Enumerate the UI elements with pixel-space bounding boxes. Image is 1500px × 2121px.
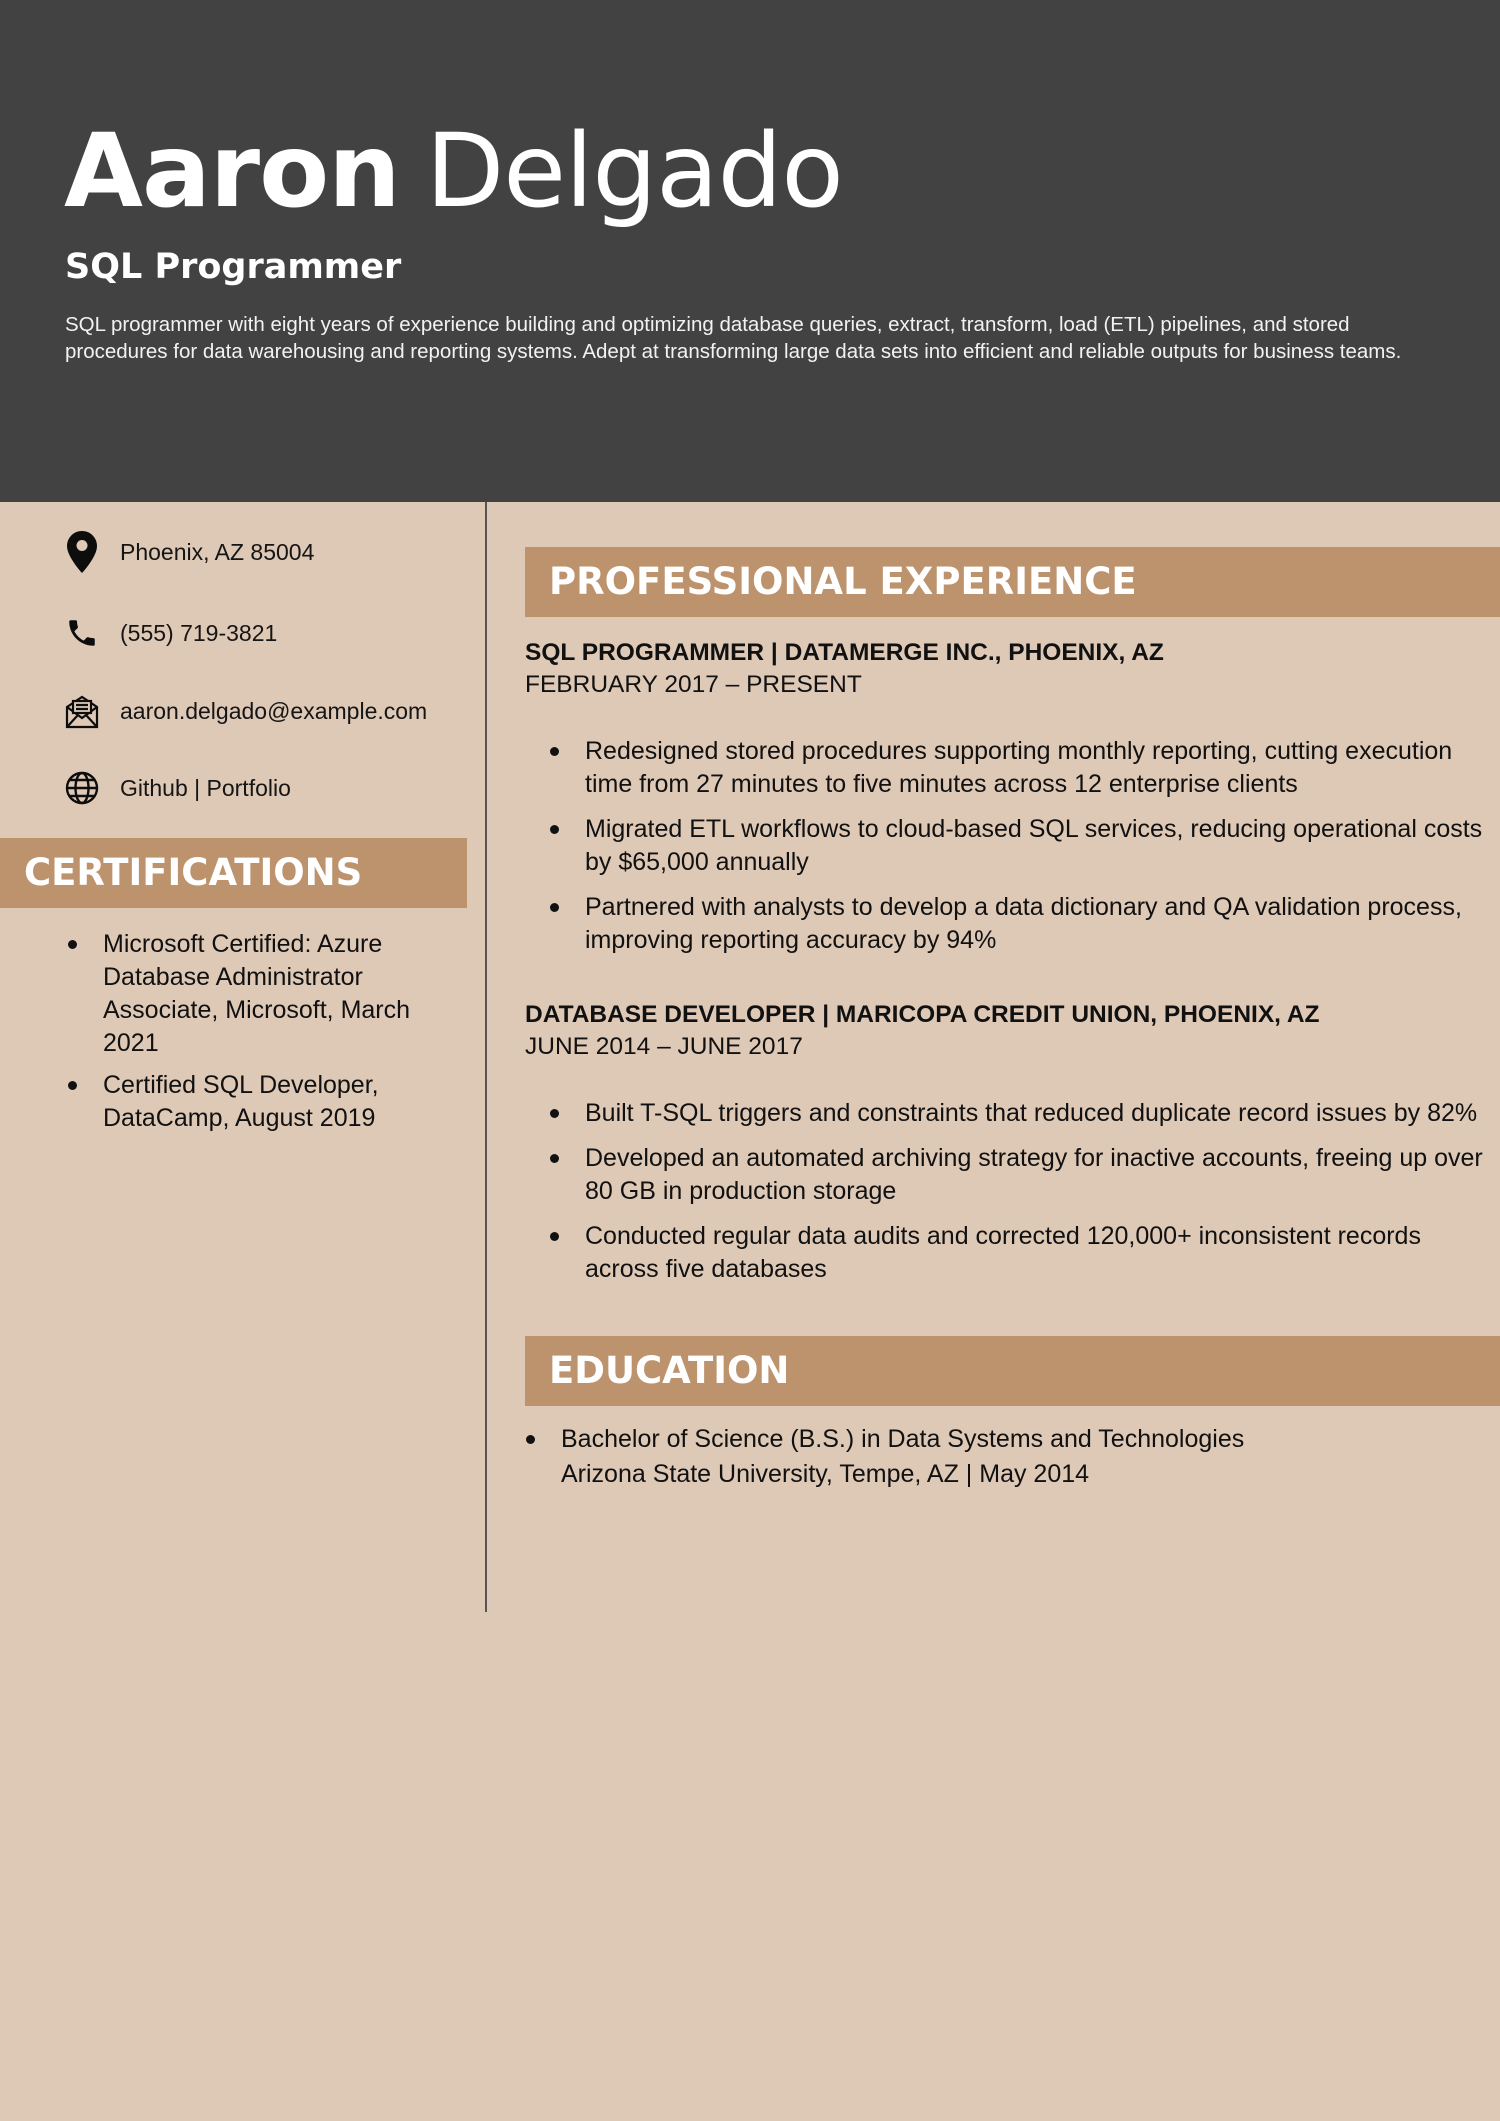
- job-1-title: SQL PROGRAMMER | DATAMERGE INC., PHOENIX, AZ: [525, 639, 1164, 666]
- job-title: SQL Programmer: [65, 247, 402, 287]
- job-1-dates: FEBRUARY 2017 – PRESENT: [525, 671, 862, 698]
- experience-heading: PROFESSIONAL EXPERIENCE: [525, 547, 1500, 617]
- list-item: Microsoft Certified: Azure Database Administrator Associate, Microsoft, March 2021: [103, 928, 443, 1060]
- contact-links: [64, 764, 464, 812]
- list-item: Conducted regular data audits and corrected 120,000+ inconsistent records across five databases: [585, 1220, 1485, 1286]
- phone-link[interactable]: (555) 719-3821: [120, 619, 278, 646]
- list-item: Developed an automated archiving strategy for inactive accounts, freeing up over 80 GB in production storage: [585, 1142, 1485, 1208]
- list-item: Partnered with analysts to develop a data dictionary and QA validation process, improving reporting accuracy by 94%: [585, 891, 1485, 957]
- education-heading: EDUCATION: [525, 1336, 1500, 1406]
- list-item: [561, 1422, 1461, 1492]
- job-1-bullets: [585, 735, 1485, 969]
- candidate-name: [64, 112, 843, 232]
- job-2-title: DATABASE DEVELOPER | MARICOPA CREDIT UNION, PHOENIX, AZ: [525, 1001, 1320, 1028]
- column-divider: [485, 502, 487, 1612]
- map-pin-icon: [64, 532, 100, 572]
- phone-icon: [64, 613, 100, 653]
- job-2-dates: JUNE 2014 – JUNE 2017: [525, 1033, 803, 1060]
- email-link[interactable]: aaron.delgado@example.com: [120, 697, 428, 724]
- contact-email: [64, 687, 464, 735]
- resume-header: [0, 0, 1500, 502]
- contact-phone: [64, 609, 464, 657]
- location-text: Phoenix, AZ 85004: [120, 538, 315, 565]
- list-item: Migrated ETL workflows to cloud-based SQL services, reducing operational costs by $65,000 annually: [585, 813, 1485, 879]
- globe-icon: [64, 768, 100, 808]
- degree-text: Bachelor of Science (B.S.) in Data Systems and Technologies: [561, 1425, 1245, 1453]
- professional-summary: SQL programmer with eight years of experience building and optimizing database queries, extract, transform, load (ETL) pipelines, and stored procedures for data warehousing and reporting systems. Adept at transforming large data sets into efficient and reliable outputs for business teams.: [65, 313, 1402, 363]
- contact-location: [64, 528, 464, 576]
- education-list: [561, 1422, 1461, 1492]
- job-2-bullets: [585, 1097, 1485, 1298]
- first-name: Aaron: [64, 112, 400, 231]
- certifications-heading: CERTIFICATIONS: [0, 838, 467, 908]
- last-name: Delgado: [425, 112, 843, 231]
- list-item: Certified SQL Developer, DataCamp, August 2019: [103, 1069, 443, 1135]
- github-portfolio-links[interactable]: Github | Portfolio: [120, 774, 291, 801]
- certifications-list: [103, 928, 443, 1144]
- list-item: Built T-SQL triggers and constraints that reduced duplicate record issues by 82%: [585, 1097, 1485, 1130]
- envelope-icon: [64, 691, 100, 731]
- list-item: Redesigned stored procedures supporting monthly reporting, cutting execution time from 27 minutes to five minutes across 12 enterprise clients: [585, 735, 1485, 801]
- school-text: Arizona State University, Tempe, AZ | May 2014: [561, 1460, 1090, 1488]
